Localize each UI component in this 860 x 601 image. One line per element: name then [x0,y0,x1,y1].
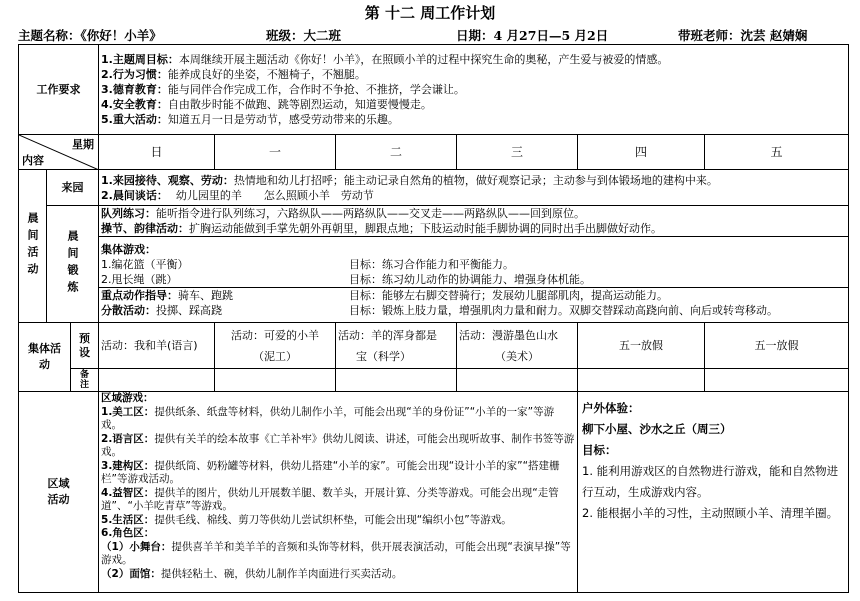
activity-wednesday: 活动：漫游墨色山水 （美术） [457,323,578,369]
requirements-list [99,45,849,135]
region-games: 区域游戏： 1.美工区：提供纸条、纸盘等材料，供幼儿制作小羊，可能会出现“羊的身份证”“小羊的一家”等游戏。 2.语言区：提供有关羊的绘本故事《亡羊补牢》供幼儿阅读、讲述，可能会出现听故事、制作书签等游戏。 3.建构区：提供纸筒、奶粉罐等材料，供幼儿搭建“小羊的家”。可能会出现“设计小羊的家”“搭建栅栏”等游戏活动。 4.益智区：提供羊的图片，供幼儿开展数羊腿、数羊头，开展计算、分类等游戏。可能会出现“走管道”、“小羊吃青草”等游戏。 5.生活区：提供毛线、棉线、剪刀等供幼儿尝试织杯垫，可能会出现“编织小包”等游戏。 6.角色区： （1）小舞台：提供喜羊羊和美羊羊的音频和头饰等材料，供开展表演活动，可能会出现“表演早操”等游戏。 （2）面馆：提供轻粘土、碗，供幼儿制作羊肉面进行买卖活动。 [99,392,578,593]
note-tuesday [336,369,457,392]
day-sunday: 日 [99,135,215,170]
day-friday: 五 [705,135,849,170]
region-item: 3.建构区：提供纸筒、奶粉罐等材料，供幼儿搭建“小羊的家”。可能会出现“设计小羊的家”“搭建栅栏”等游戏活动。 [101,459,560,485]
day-monday: 一 [215,135,336,170]
date-range: 日期：4 月27日—5 月2日 [456,28,609,43]
note-label: 备注 [71,369,99,392]
day-tuesday: 二 [336,135,457,170]
note-friday [705,369,849,392]
day-thursday: 四 [578,135,705,170]
note-sunday [99,369,215,392]
activity-sunday: 活动：我和羊(语言) [99,323,215,369]
region-item: （1）小舞台：提供喜羊羊和美羊羊的音频和头饰等材料，供开展表演活动，可能会出现“表演早操”等游戏。 [101,540,571,566]
note-thursday [578,369,705,392]
region-row [19,392,849,593]
exercise-label: 晨间锻炼 [47,206,99,323]
arrival-label: 来园 [47,170,99,206]
outdoor-experience: 户外体验： 柳下小屋、沙水之丘（周三） 目标： 1. 能利用游戏区的自然物进行游戏，能和自然物进行互动，生成游戏内容。 2. 能根据小羊的习性，主动照顾小羊、清理羊圈。 [578,392,849,593]
class-name: 班级：大二班 [266,28,342,43]
activity-friday: 五一放假 [705,323,849,369]
region-item: 6.角色区： [101,527,155,539]
day-header-row [19,135,849,170]
preset-label: 预设 [71,323,99,369]
requirements-row [19,45,849,135]
plan-table [18,44,849,593]
region-item: （2）面馆：提供轻粘土、碗，供幼儿制作羊肉面进行买卖活动。 [101,567,403,580]
region-item: 5.生活区：提供毛线、棉线、剪刀等供幼儿尝试织杯垫，可能会出现“编织小包”等游戏。 [101,513,512,526]
theme-name: 主题名称：《你好！小羊》 [18,28,162,43]
requirements-label: 工作要求 [19,45,99,135]
activity-tuesday: 活动：羊的浑身都是 宝（科学） [336,323,457,369]
region-label: 区域活动 [19,392,99,593]
group-note-row [19,369,849,392]
activity-monday: 活动：可爱的小羊 （泥工） [215,323,336,369]
exercise-drill: 队列练习：能听指令进行队列练习，六路纵队——两路纵队——交叉走——两路纵队——回到原位。 操节、韵律活动：扩胸运动能做到手掌先朝外再朝里，脚跟点地；下肢运动时能手脚协调的同时出手出脚做好动作。 [99,206,849,237]
teachers: 带班老师：沈芸 赵婧娴 [678,28,808,43]
activity-thursday: 五一放假 [578,323,705,369]
group-activity-label: 集体活动 [19,323,71,392]
note-wednesday [457,369,578,392]
arrival-row [19,170,849,206]
weekday-label: 星期 [72,138,95,151]
corner-cell [19,135,99,170]
requirement-item: 2.行为习惯：能养成良好的坐姿，不翘椅子，不翘腿。 [101,68,366,81]
requirement-item: 3.德育教育：能与同伴合作完成工作，合作时不争抢、不推挤，学会谦让。 [101,83,465,96]
morning-label: 晨间活动 [19,170,47,323]
requirement-item: 1.主题周目标：本周继续开展主题活动《你好！小羊》，在照顾小羊的过程中探究生命的奥秘，产生爱与被爱的情感。 [101,53,669,66]
exercise-games: 集体游戏： 1.编花篮（平衡） 目标：练习合作能力和平衡能力。 2.甩长绳（跳） 目标：练习幼儿动作的协调能力、增强身体机能。 重点动作指导：骑车、跑跳 目标：能够左右脚交替骑行；发展幼儿腿部肌肉，提高运动能力。 分散活动：投掷、踩高跷 目标：锻炼上肢力量，增强肌肉力量和耐力。双脚交替踩动高跷向前、向后或转弯移动。 [99,237,849,323]
arrival-content: 1.来园接待、观察、劳动：热情地和幼儿打招呼；能主动记录自然角的植物，做好观察记录；主动参与到体锻场地的建构中来。 2.晨间谈话： 幼儿园里的羊 怎么照顾小羊 劳动节 [99,170,849,206]
exercise-games-row [19,237,849,323]
page-title: 第 十二 周工作计划 [364,4,496,22]
day-wednesday: 三 [457,135,578,170]
requirement-item: 4.安全教育：自由散步时能不做跑、跳等剧烈运动，知道要慢慢走。 [101,98,432,111]
region-item: 2.语言区：提供有关羊的绘本故事《亡羊补牢》供幼儿阅读、讲述，可能会出现听故事、制作书签等游戏。 [101,432,575,458]
region-item: 4.益智区：提供羊的图片，供幼儿开展数羊腿、数羊头，开展计算、分类等游戏。可能会出现“走管道”、“小羊吃青草”等游戏。 [101,486,559,512]
group-preset-row [19,323,849,369]
requirement-item: 5.重大活动：知道五月一日是劳动节，感受劳动带来的乐趣。 [101,113,399,126]
content-label: 内容 [22,154,44,167]
exercise-drill-row [19,206,849,237]
note-monday [215,369,336,392]
region-item: 1.美工区：提供纸条、纸盘等材料，供幼儿制作小羊，可能会出现“羊的身份证”“小羊的一家”等游戏。 [101,405,555,431]
